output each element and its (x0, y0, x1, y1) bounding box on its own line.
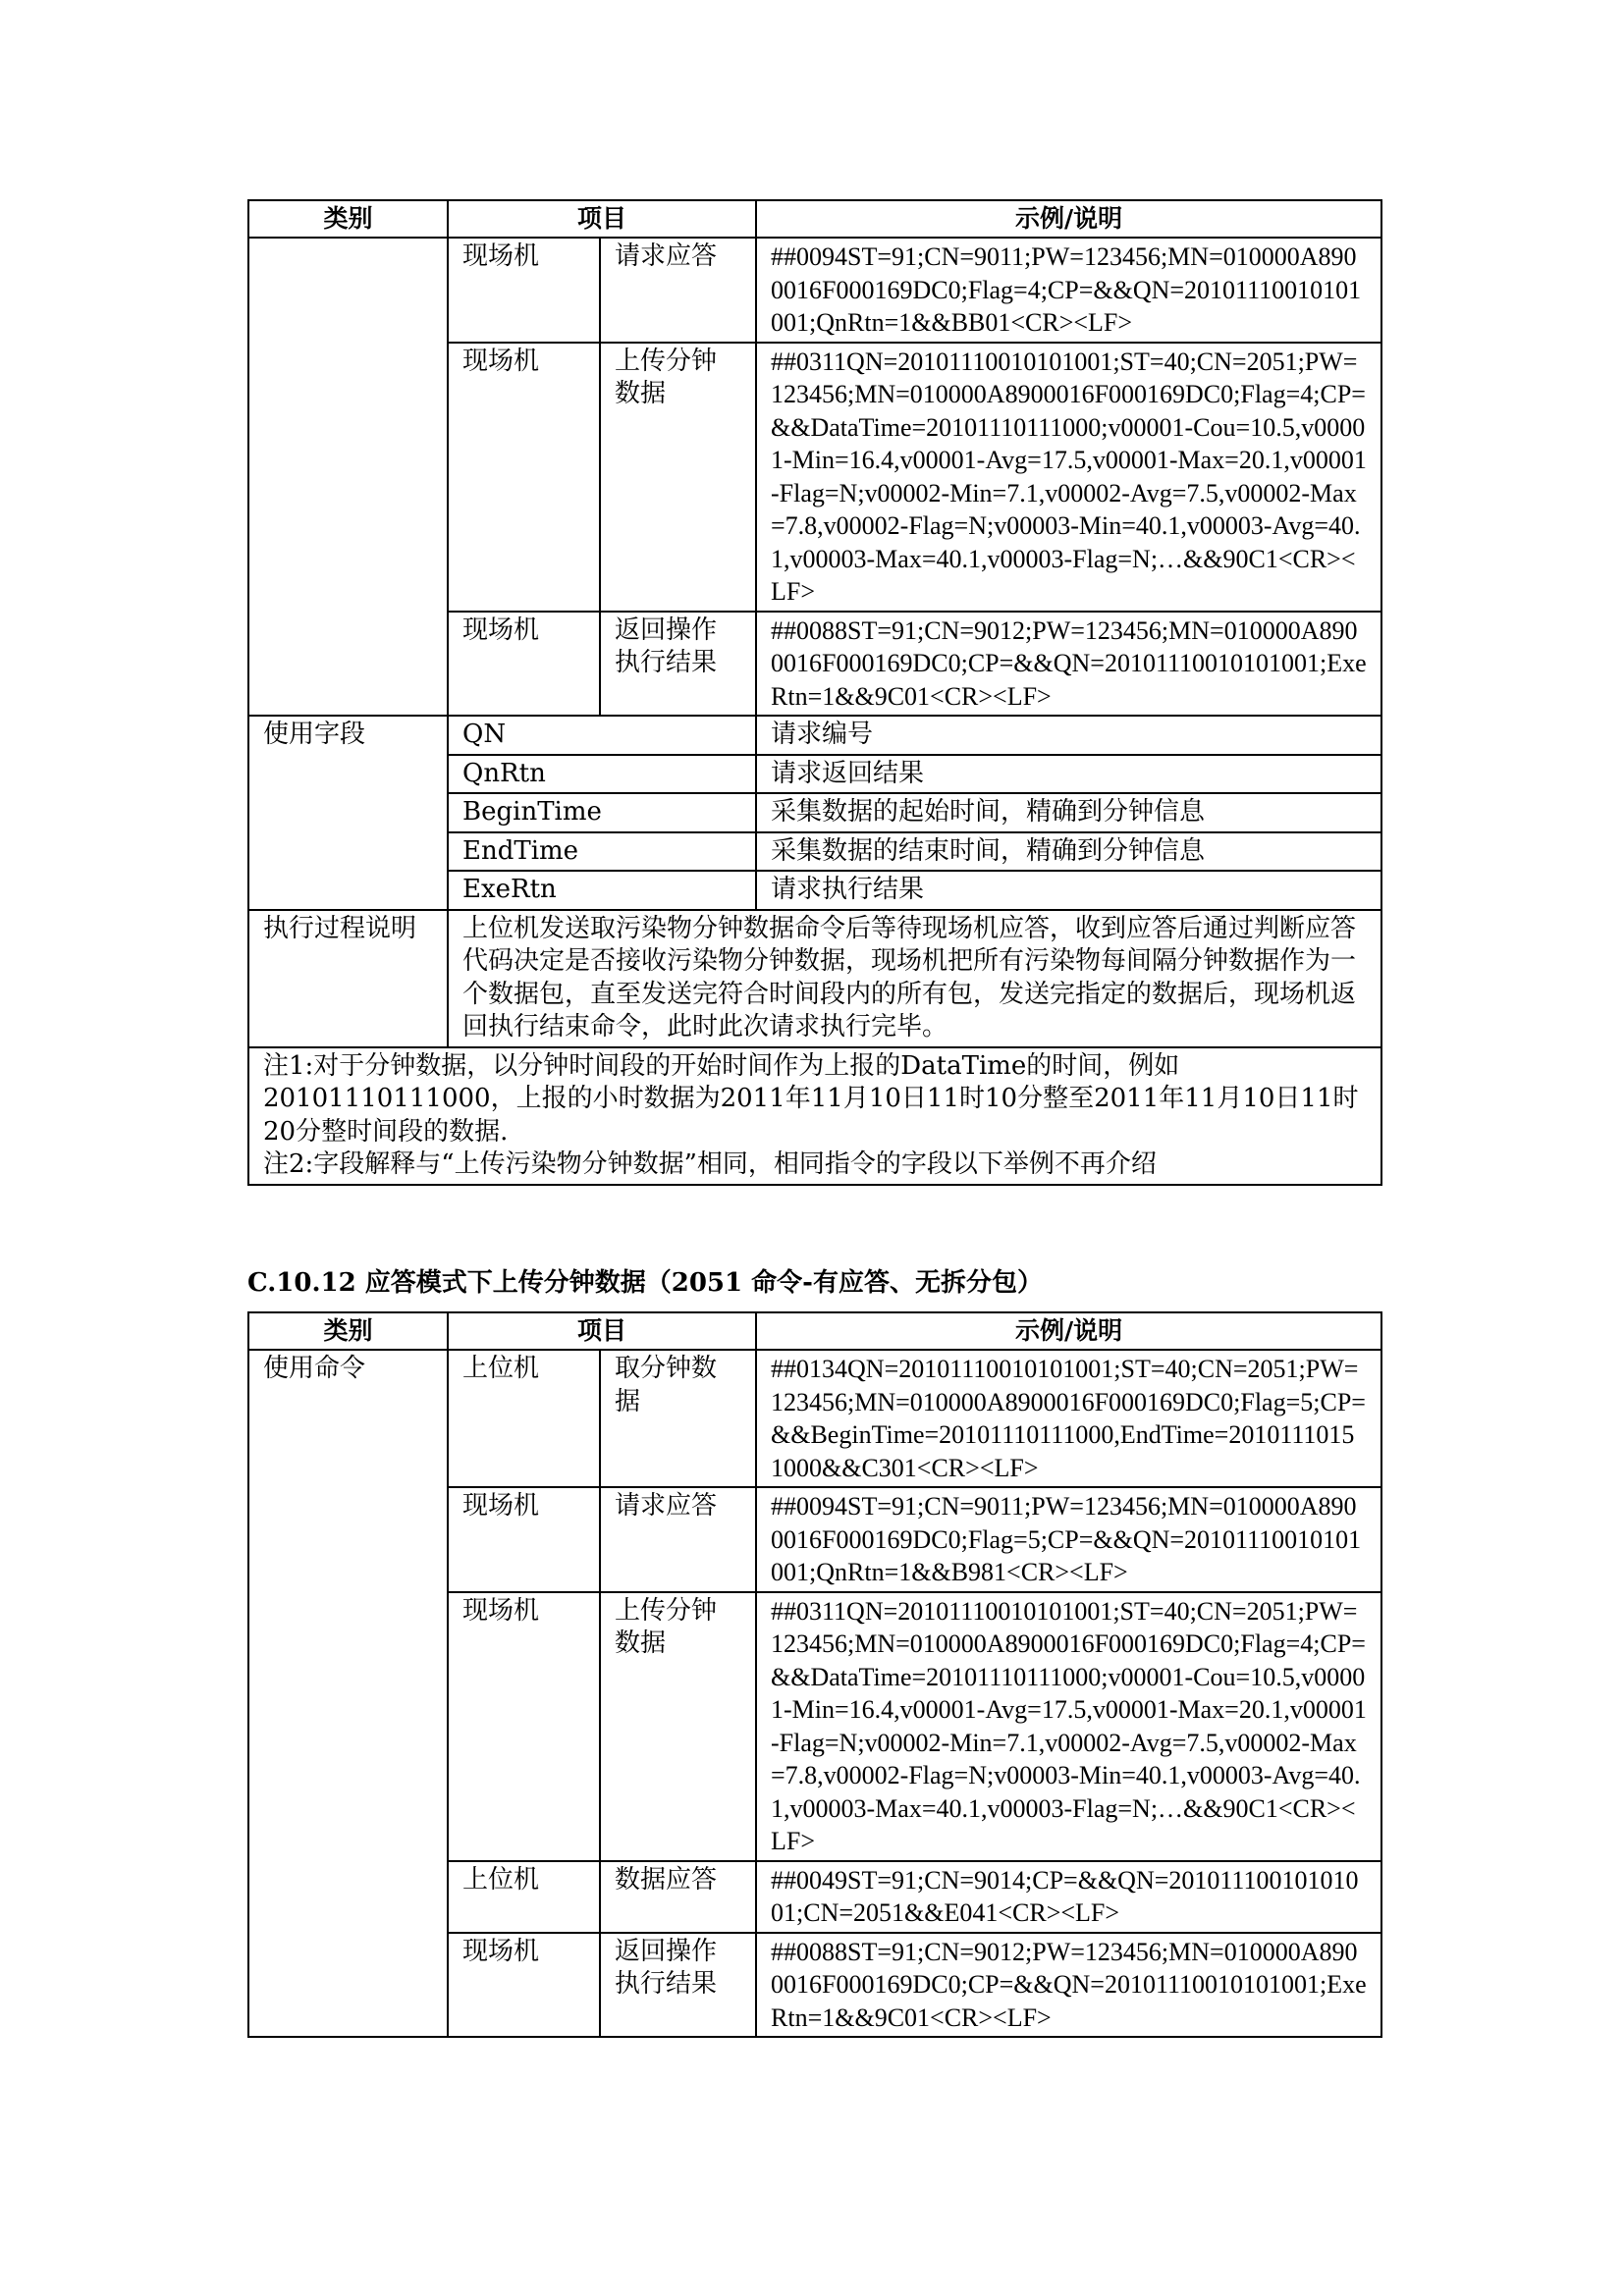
table-header-row (248, 200, 1381, 238)
note-2: 注2:字段解释与“上传污染物分钟数据”相同，相同指令的字段以下举例不再介绍 (263, 1149, 1157, 1179)
process-row (248, 910, 1381, 1047)
section-heading: C.10.12 应答模式下上传分钟数据（2051 命令-有应答、无拆分包） (247, 1268, 1043, 1298)
field-name: BeginTime (448, 793, 756, 832)
action-cell: 请求应答 (600, 1487, 756, 1592)
action-cell: 上传分钟数据 (600, 1592, 756, 1861)
example-cell: ##0094ST=91;CN=9011;PW=123456;MN=010000A8900016F000169DC0;Flag=4;CP=&&QN=20101110010101001;QnRtn=1&&BB01<CR><LF> (756, 238, 1381, 343)
field-name: QN (448, 716, 756, 755)
header-item: 项目 (448, 1312, 756, 1350)
process-text: 上位机发送取污染物分钟数据命令后等待现场机应答，收到应答后通过判断应答代码决定是否接收污染物分钟数据，现场机把所有污染物每间隔分钟数据作为一个数据包，直至发送完符合时间段内的所有包，发送完指定的数据后，现场机返回执行结束命令，此时此次请求执行完毕。 (448, 910, 1381, 1047)
table-row (248, 1350, 1381, 1487)
command-table (247, 1311, 1382, 2038)
field-desc: 采集数据的起始时间，精确到分钟信息 (756, 793, 1381, 832)
example-cell: ##0134QN=20101110010101001;ST=40;CN=2051;PW=123456;MN=010000A8900016F000169DC0;Flag=5;CP=&&BeginTime=20101110111000,EndTime=20101110151000&&C301<CR><LF> (756, 1350, 1381, 1487)
example-cell: ##0311QN=20101110010101001;ST=40;CN=2051;PW=123456;MN=010000A8900016F000169DC0;Flag=4;CP=&&DataTime=20101110111000;v00001-Cou=10.5,v00001-Min=16.4,v00001-Avg=17.5,v00001-Max=20.1,v00001-Flag=N;v00002-Min=7.1,v00002-Avg=7.5,v00002-Max=7.8,v00002-Flag=N;v00003-Min=40.1,v00003-Avg=40.1,v00003-Max=40.1,v00003-Flag=N;…&&90C1<CR><LF> (756, 1592, 1381, 1861)
action-cell: 上传分钟数据 (600, 343, 756, 612)
notes-row (248, 1047, 1381, 1185)
role-cell: 现场机 (448, 1487, 600, 1592)
field-desc: 请求编号 (756, 716, 1381, 755)
role-cell: 现场机 (448, 238, 600, 343)
role-cell: 现场机 (448, 1592, 600, 1861)
example-cell: ##0088ST=91;CN=9012;PW=123456;MN=010000A8900016F000169DC0;CP=&&QN=20101110010101001;ExeRtn=1&&9C01<CR><LF> (756, 1933, 1381, 2038)
table-header-row (248, 1312, 1381, 1350)
header-category: 类别 (248, 1312, 448, 1350)
note-1: 注1:对于分钟数据，以分钟时间段的开始时间作为上报的DataTime的时间，例如20101110111000，上报的小时数据为2011年11月10日11时10分整至2011年11月10日11时20分整时间段的数据. (263, 1050, 1359, 1147)
field-desc: 请求返回结果 (756, 755, 1381, 794)
command-table-continued (247, 199, 1382, 1186)
example-cell: ##0094ST=91;CN=9011;PW=123456;MN=010000A8900016F000169DC0;Flag=5;CP=&&QN=20101110010101001;QnRtn=1&&B981<CR><LF> (756, 1487, 1381, 1592)
role-cell: 现场机 (448, 343, 600, 612)
category-cell-empty (248, 238, 448, 716)
role-cell: 现场机 (448, 612, 600, 717)
action-cell: 返回操作执行结果 (600, 612, 756, 717)
role-cell: 现场机 (448, 1933, 600, 2038)
fields-label: 使用字段 (248, 716, 448, 910)
field-desc: 请求执行结果 (756, 871, 1381, 910)
notes-cell (248, 1047, 1381, 1185)
field-name: EndTime (448, 832, 756, 872)
action-cell: 数据应答 (600, 1861, 756, 1933)
header-item: 项目 (448, 200, 756, 238)
action-cell: 返回操作执行结果 (600, 1933, 756, 2038)
table-row (248, 238, 1381, 343)
category-cell: 使用命令 (248, 1350, 448, 2037)
action-cell: 请求应答 (600, 238, 756, 343)
field-name: ExeRtn (448, 871, 756, 910)
role-cell: 上位机 (448, 1350, 600, 1487)
example-cell: ##0049ST=91;CN=9014;CP=&&QN=20101110010101001;CN=2051&&E041<CR><LF> (756, 1861, 1381, 1933)
action-cell: 取分钟数据 (600, 1350, 756, 1487)
header-category: 类别 (248, 200, 448, 238)
field-name: QnRtn (448, 755, 756, 794)
field-desc: 采集数据的结束时间，精确到分钟信息 (756, 832, 1381, 872)
example-cell: ##0311QN=20101110010101001;ST=40;CN=2051;PW=123456;MN=010000A8900016F000169DC0;Flag=4;CP=&&DataTime=20101110111000;v00001-Cou=10.5,v00001-Min=16.4,v00001-Avg=17.5,v00001-Max=20.1,v00001-Flag=N;v00002-Min=7.1,v00002-Avg=7.5,v00002-Max=7.8,v00002-Flag=N;v00003-Min=40.1,v00003-Avg=40.1,v00003-Max=40.1,v00003-Flag=N;…&&90C1<CR><LF> (756, 343, 1381, 612)
field-row (248, 716, 1381, 755)
example-cell: ##0088ST=91;CN=9012;PW=123456;MN=010000A8900016F000169DC0;CP=&&QN=20101110010101001;ExeRtn=1&&9C01<CR><LF> (756, 612, 1381, 717)
header-example: 示例/说明 (756, 200, 1381, 238)
header-example: 示例/说明 (756, 1312, 1381, 1350)
role-cell: 上位机 (448, 1861, 600, 1933)
process-label: 执行过程说明 (248, 910, 448, 1047)
